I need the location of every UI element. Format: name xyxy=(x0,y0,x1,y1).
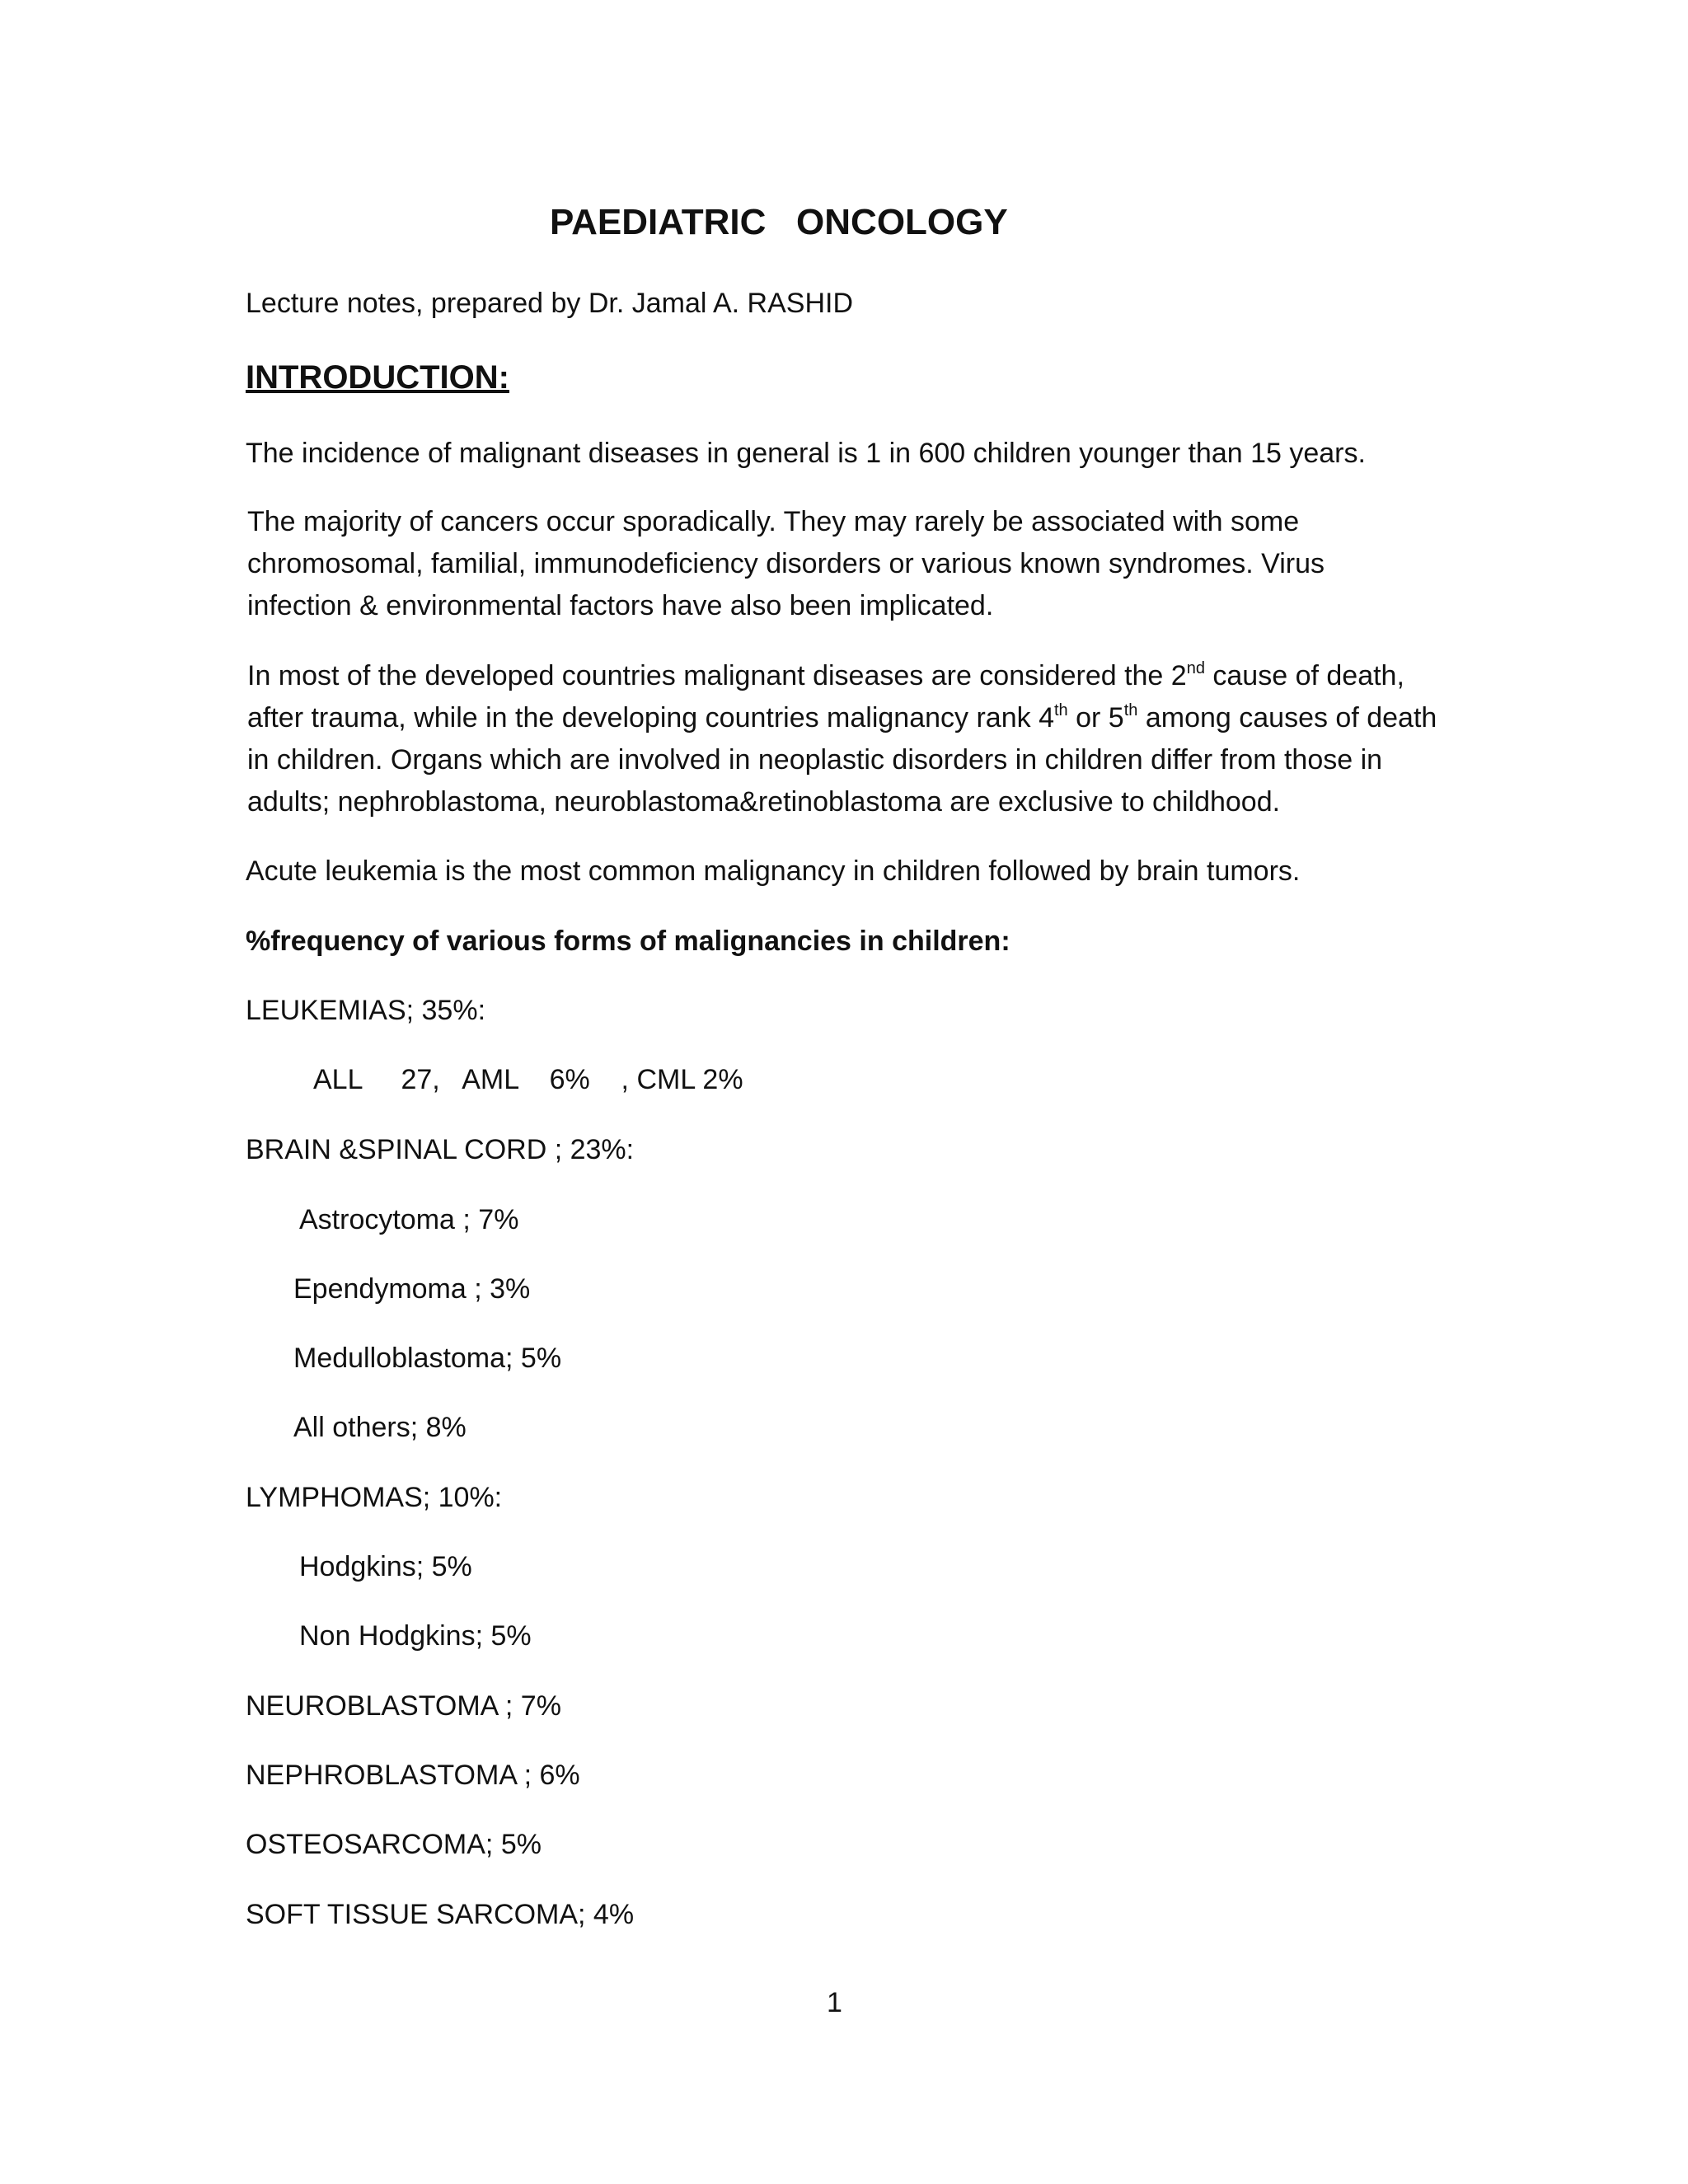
category-soft-tissue-sarcoma: SOFT TISSUE SARCOMA; 4% xyxy=(246,1899,635,1930)
paragraph-sporadic xyxy=(247,501,1451,627)
author-line: Lecture notes, prepared by Dr. Jamal A. RASHID xyxy=(246,288,854,319)
superscript: th xyxy=(1053,701,1068,719)
paragraph-line xyxy=(247,697,1451,739)
text-run: among causes of death xyxy=(1137,702,1437,733)
frequency-heading: %frequency of various forms of malignancies in children: xyxy=(246,926,1010,957)
category-nephroblastoma: NEPHROBLASTOMA ; 6% xyxy=(246,1760,580,1791)
category-neuroblastoma: NEUROBLASTOMA ; 7% xyxy=(246,1690,561,1722)
category-osteosarcoma: OSTEOSARCOMA; 5% xyxy=(246,1829,542,1860)
text-run: after trauma, while in the developing countries malignancy rank 4 xyxy=(247,702,1054,733)
category-lymphomas: LYMPHOMAS; 10%: xyxy=(246,1482,503,1513)
document-title: PAEDIATRIC ONCOLOGY xyxy=(550,202,1008,242)
list-item: Hodgkins; 5% xyxy=(299,1551,472,1582)
paragraph-line xyxy=(247,655,1451,697)
text-run: cause of death, xyxy=(1204,660,1404,691)
paragraph-line: chromosomal, familial, immunodeficiency disorders or various known syndromes. Virus xyxy=(247,548,1325,579)
section-heading: INTRODUCTION: xyxy=(246,359,509,396)
paragraph-line: adults; nephroblastoma, neuroblastoma&retinoblastoma are exclusive to childhood. xyxy=(247,786,1281,818)
leukemia-subtypes: ALL 27, AML 6% , CML 2% xyxy=(313,1064,743,1095)
list-item: Astrocytoma ; 7% xyxy=(299,1204,519,1235)
list-item: Non Hodgkins; 5% xyxy=(299,1620,532,1652)
list-item: All others; 8% xyxy=(293,1412,467,1443)
superscript: nd xyxy=(1186,658,1205,677)
list-item: Ependymoma ; 3% xyxy=(293,1273,531,1305)
text-run: or 5 xyxy=(1067,702,1124,733)
paragraph-line: The majority of cancers occur sporadically. They may rarely be associated with some xyxy=(247,506,1300,537)
category-brain-spinal: BRAIN &SPINAL CORD ; 23%: xyxy=(246,1134,635,1165)
paragraph-line: in children. Organs which are involved in neoplastic disorders in children differ from those in xyxy=(247,744,1383,776)
page-number: 1 xyxy=(827,1987,842,2018)
list-item: Medulloblastoma; 5% xyxy=(293,1343,562,1374)
paragraph-incidence: The incidence of malignant diseases in general is 1 in 600 children younger than 15 years. xyxy=(246,438,1366,469)
paragraph-cause-of-death xyxy=(247,655,1451,823)
superscript: th xyxy=(1123,701,1138,719)
category-leukemias: LEUKEMIAS; 35%: xyxy=(246,995,486,1026)
paragraph-line: infection & environmental factors have also been implicated. xyxy=(247,590,994,621)
text-run: In most of the developed countries malignant diseases are considered the 2 xyxy=(247,660,1187,691)
paragraph-leukemia-common: Acute leukemia is the most common malignancy in children followed by brain tumors. xyxy=(246,855,1301,887)
